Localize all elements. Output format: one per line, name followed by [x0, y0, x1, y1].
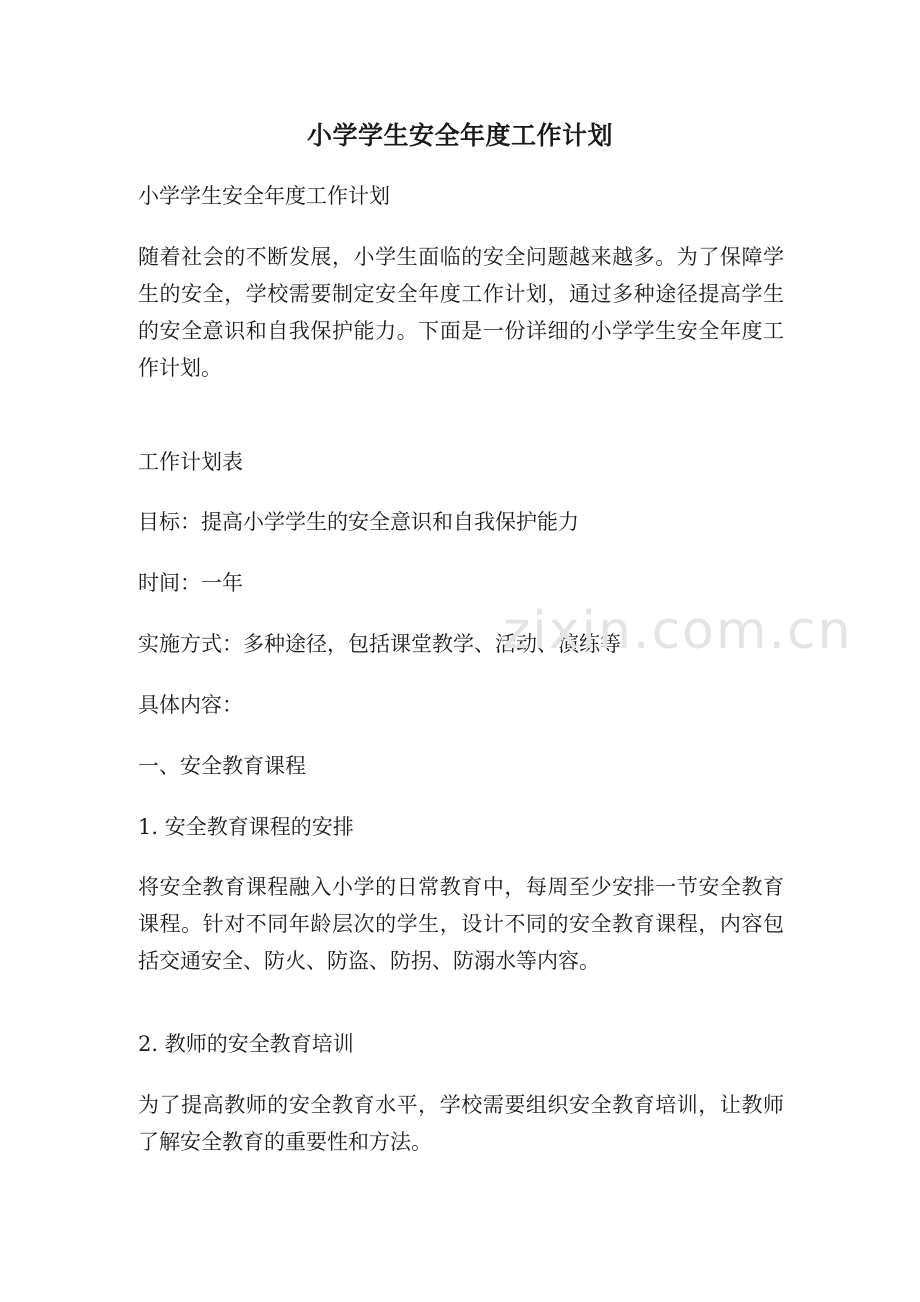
method-line: 实施方式：多种途径，包括课堂教学、活动、演练等 [138, 632, 621, 656]
watermark: zixin.com.cn [503, 601, 853, 661]
subsection-heading-1-2: 2. 教师的安全教育培训 [138, 1032, 354, 1056]
content-heading: 具体内容： [138, 693, 243, 717]
section-heading-1: 一、安全教育课程 [138, 754, 306, 778]
time-line: 时间：一年 [138, 571, 243, 595]
intro-paragraph: 随着社会的不断发展，小学生面临的安全问题越来越多。为了保障学生的安全，学校需要制定安全年度工作计划，通过多种途径提高学生的安全意识和自我保护能力。下面是一份详细的小学学生安全年度工作计划。 [138, 245, 784, 380]
goal-line: 目标：提高小学学生的安全意识和自我保护能力 [138, 510, 579, 534]
subtitle-paragraph: 小学学生安全年度工作计划 [138, 184, 390, 208]
teacher-training-paragraph: 为了提高教师的安全教育水平，学校需要组织安全教育培训，让教师了解安全教育的重要性和方法。 [138, 1093, 784, 1154]
course-arrangement-paragraph: 将安全教育课程融入小学的日常教育中，每周至少安排一节安全教育课程。针对不同年龄层次的学生，设计不同的安全教育课程，内容包括交通安全、防火、防盗、防拐、防溺水等内容。 [138, 875, 784, 973]
plan-table-heading: 工作计划表 [138, 450, 243, 474]
subsection-heading-1-1: 1. 安全教育课程的安排 [138, 815, 354, 839]
document-title: 小学学生安全年度工作计划 [306, 121, 613, 150]
